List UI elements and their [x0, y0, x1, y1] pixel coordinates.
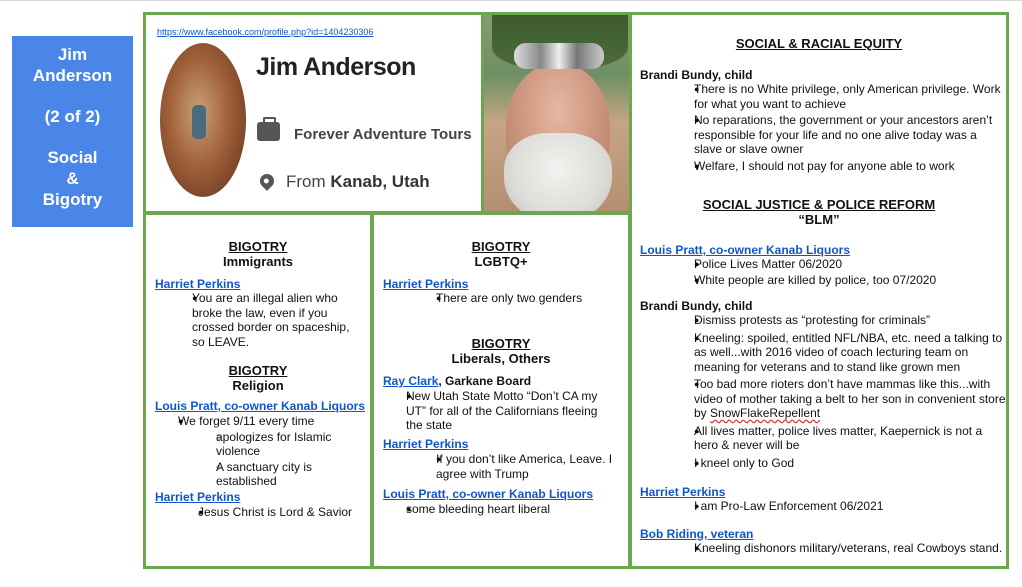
justice-source-link-3[interactable]: Harriet Perkins — [640, 485, 726, 499]
equity-item-3: ● Welfare, I should not pay for anyone able to work — [656, 159, 1002, 174]
top-divider — [0, 0, 1022, 1]
immigrants-subheading: Immigrants — [222, 254, 294, 269]
liberals-source-link-1[interactable]: Ray Clark — [383, 374, 439, 388]
profile-name: Jim Anderson — [256, 53, 416, 81]
religion-subheading: Religion — [232, 378, 284, 393]
bigotry-left-panel — [143, 212, 373, 569]
liberals-list-3 — [388, 502, 618, 517]
religion-source-link-2[interactable]: Harriet Perkins — [155, 490, 241, 504]
liberals-source-1: Ray Clark, Garkane Board — [383, 374, 532, 388]
social-equity-panel — [629, 12, 1009, 569]
lgbtq-source-link[interactable]: Harriet Perkins — [383, 277, 469, 291]
liberals-list-2 — [398, 452, 623, 481]
liberals-list-1 — [388, 389, 618, 433]
liberals-heading: BIGOTRY — [471, 336, 531, 351]
religion-list-2 — [160, 505, 370, 520]
title-line-2: & — [66, 169, 79, 188]
equity-list — [656, 82, 1002, 173]
justice-item-1a: ● Police Lives Matter 06/2020 — [656, 257, 1002, 272]
immigrants-heading: BIGOTRY — [228, 239, 288, 254]
liberals-item-3: ● some bleeding heart liberal — [388, 502, 618, 517]
photo-sunglasses — [514, 43, 604, 69]
liberals-item-2: ● If you don’t like America, Leave. I agree with Trump — [398, 452, 623, 481]
liberals-subheading: Liberals, Others — [451, 351, 551, 366]
justice-list-3 — [656, 499, 1002, 514]
immigrants-item: ● You are an illegal alien who broke the law, even if you crossed border on spaceship, so LEAVE. — [160, 291, 356, 349]
justice-item-4: ● Kneeling dishonors military/veterans, real Cowboys stand. — [656, 541, 1006, 556]
title-line-3: Bigotry — [42, 190, 103, 209]
lgbtq-list — [398, 291, 618, 306]
justice-heading: SOCIAL JUSTICE & POLICE REFORM — [702, 197, 936, 212]
religion-item-1: ● We forget 9/11 every time — [160, 414, 360, 429]
liberals-source-link-2[interactable]: Harriet Perkins — [383, 437, 469, 451]
equity-item-1: ● There is no White privilege, only American privilege. Work for what you want to achieve — [656, 82, 1002, 111]
justice-list-2 — [656, 313, 1006, 470]
title-line-1: Social — [47, 148, 98, 167]
lgbtq-subheading: LGBTQ+ — [474, 254, 528, 269]
location-pin-icon — [257, 171, 277, 191]
title-part: (2 of 2) — [44, 107, 101, 126]
location-value: Kanab, Utah — [330, 172, 430, 191]
spellcheck-word: SnowFlakeRepellent — [710, 406, 821, 420]
immigrants-source-link[interactable]: Harriet Perkins — [155, 277, 241, 291]
profile-company: Forever Adventure Tours — [294, 126, 472, 143]
liberals-item-1: ● New Utah State Motto “Don’t CA my UT” for all of the Californians fleeing the state — [388, 389, 618, 433]
lgbtq-item: ● There are only two genders — [398, 291, 618, 306]
location-prefix: From — [286, 172, 326, 191]
title-name: Jim Anderson — [32, 45, 113, 85]
religion-item-2: ● Jesus Christ is Lord & Savior — [160, 505, 370, 520]
profile-location — [286, 172, 430, 192]
justice-item-2c: ● Too bad more rioters don’t have mammas like this...with video of mother taking a belt to her son in convenient store by SnowFlakeRepellent — [656, 377, 1006, 421]
liberals-source-link-3[interactable]: Louis Pratt, co-owner Kanab Liquors — [383, 487, 594, 501]
religion-subitem-2: ○ A sanctuary city is established — [160, 460, 360, 489]
justice-source-link-4[interactable]: Bob Riding, veteran — [640, 527, 754, 541]
slide-title-box — [12, 36, 133, 227]
religion-subitem-1: ○ apologizes for Islamic violence — [160, 430, 360, 459]
justice-item-2a: ● Dismiss protests as “protesting for criminals” — [656, 313, 1006, 328]
justice-list-1 — [656, 257, 1002, 287]
avatar-climber-figure — [192, 105, 206, 139]
briefcase-icon — [257, 122, 280, 141]
justice-source-link-1[interactable]: Louis Pratt, co-owner Kanab Liquors — [640, 243, 851, 257]
equity-heading: SOCIAL & RACIAL EQUITY — [735, 36, 903, 51]
profile-card — [143, 12, 487, 214]
lgbtq-heading: BIGOTRY — [471, 239, 531, 254]
religion-source-link-1[interactable]: Louis Pratt, co-owner Kanab Liquors — [155, 399, 366, 413]
justice-item-2e: ● I kneel only to God — [656, 456, 1006, 471]
profile-url-link[interactable]: https://www.facebook.com/profile.php?id=1404230306 — [157, 27, 374, 37]
equity-source: Brandi Bundy, child — [640, 68, 753, 82]
photo-beard — [504, 133, 612, 214]
bigotry-mid-panel — [371, 212, 631, 569]
religion-list — [160, 414, 360, 489]
justice-item-2d: ● All lives matter, police lives matter, Kaepernick is not a hero & never will be — [656, 424, 1006, 453]
religion-heading: BIGOTRY — [228, 363, 288, 378]
profile-avatar — [160, 43, 246, 197]
justice-item-2b: ● Kneeling: spoiled, entitled NFL/NBA, etc. need a talking to as well...with 2016 video of coach lecturing team on meaning for veterans and to stand like grown men — [656, 331, 1006, 375]
portrait-photo — [481, 12, 633, 214]
justice-item-1b: ● White people are killed by police, too 07/2020 — [656, 273, 1002, 288]
justice-list-4 — [656, 541, 1006, 556]
justice-source-2: Brandi Bundy, child — [640, 299, 753, 313]
equity-item-2: ● No reparations, the government or your ancestors aren’t responsible for your life and no one alive today was a slave or slave owner — [656, 113, 1002, 157]
justice-subheading: “BLM” — [798, 212, 840, 227]
immigrants-list — [160, 291, 356, 349]
justice-item-3: ● I am Pro-Law Enforcement 06/2021 — [656, 499, 1002, 514]
